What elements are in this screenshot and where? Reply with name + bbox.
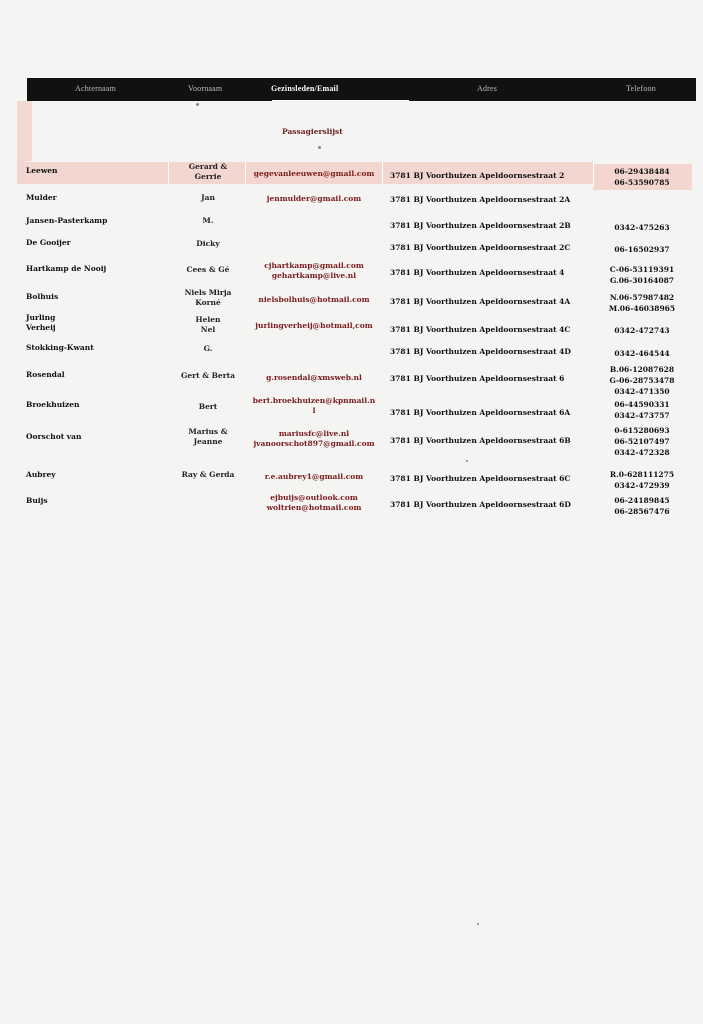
cell-telefoon <box>597 348 687 359</box>
cell-telefoon-line: 06-24189845 <box>614 496 670 505</box>
cell-email-line: jurlingverheij@hotmail,com <box>255 321 373 330</box>
table-row <box>0 364 703 394</box>
cell-achternaam <box>26 238 71 248</box>
cell-achternaam-line: Bolhuis <box>26 292 59 301</box>
cell-telefoon <box>597 292 687 314</box>
table-row <box>0 425 703 455</box>
cell-telefoon <box>597 399 687 421</box>
cell-achternaam-line: Buijs <box>26 496 48 505</box>
cell-achternaam-line: Oorschot van <box>26 432 82 441</box>
cell-achternaam-line: Leewen <box>26 166 58 175</box>
cell-achternaam-line: De Gooijer <box>26 238 71 247</box>
cell-achternaam-line: Jansen-Pasterkamp <box>26 216 108 225</box>
cell-voornaam <box>168 402 248 412</box>
cell-achternaam <box>26 193 57 203</box>
cell-email-line: ejbuijs@outlook.com <box>270 493 358 502</box>
cell-adres-line: 3781 BJ Voorthuizen Apeldoornsestraat 4D <box>390 347 571 356</box>
cell-telefoon <box>597 469 687 491</box>
table-row <box>0 493 703 516</box>
cell-email-line: r.e.aubrey1@gmail.com <box>264 472 364 481</box>
cell-adres-line: 3781 BJ Voorthuizen Apeldoornsestraat 6C <box>390 474 571 483</box>
cell-adres-line: 3781 BJ Voorthuizen Apeldoornsestraat 6D <box>390 500 571 509</box>
cell-adres <box>390 474 570 484</box>
cell-voornaam-line: Gerrie <box>194 172 222 181</box>
header-voornaam: Voornaam <box>188 84 223 93</box>
cell-telefoon-line: G-06-28753478 <box>609 376 675 385</box>
cell-telefoon-line: 0-615280693 <box>614 426 670 435</box>
cell-telefoon <box>597 222 687 233</box>
cell-telefoon <box>597 166 687 188</box>
cell-telefoon-line: G.06-30164087 <box>609 276 675 285</box>
cell-adres <box>390 347 571 357</box>
cell-telefoon-line: 06-53590785 <box>614 178 670 187</box>
cell-achternaam-line: Stokking-Kwant <box>26 343 94 352</box>
cell-voornaam <box>168 315 248 335</box>
cell-voornaam <box>168 239 248 249</box>
cell-voornaam-line: Helen <box>195 315 221 324</box>
paper-speck <box>466 460 468 462</box>
header-email: Gezinsleden/Email <box>271 84 339 93</box>
cell-email-line: gehartkamp@live.nl <box>271 271 357 280</box>
cell-adres-line: 3781 BJ Voorthuizen Apeldoornsestraat 2C <box>390 243 571 252</box>
table-row <box>0 162 703 192</box>
cell-adres <box>390 171 564 181</box>
cell-adres-line: 3781 BJ Voorthuizen Apeldoornsestraat 2B <box>390 221 571 230</box>
cell-telefoon-line: 06-29438484 <box>614 167 670 176</box>
cell-telefoon-line: 0342-472328 <box>614 448 670 457</box>
page-subtitle: Passagierslijst <box>282 127 343 136</box>
cell-telefoon-line: 0342-472743 <box>614 326 670 335</box>
table-row <box>0 261 703 291</box>
cell-voornaam-line: Nel <box>200 325 216 334</box>
cell-adres <box>390 195 570 205</box>
cell-voornaam <box>168 288 248 308</box>
cell-email-line: cjhartkamp@gmail.com <box>264 261 364 270</box>
header-adres: Adres <box>477 84 498 93</box>
cell-telefoon-line: C-06-53119391 <box>609 265 675 274</box>
cell-email-line: jvanoorschot897@gmail.com <box>253 439 375 448</box>
cell-telefoon-line: 06-16502937 <box>614 245 670 254</box>
table-row <box>0 396 703 426</box>
cell-email-line: nielsbolhuis@hotmail.com <box>258 295 370 304</box>
cell-telefoon-line: 0342-471350 <box>614 387 670 396</box>
cell-telefoon-line: 06-52107497 <box>614 437 670 446</box>
cell-telefoon-line: 0342-472939 <box>614 481 670 490</box>
cell-voornaam <box>168 265 248 275</box>
cell-achternaam <box>26 166 58 176</box>
cell-adres-line: 3781 BJ Voorthuizen Apeldoornsestraat 4 <box>390 268 565 277</box>
cell-achternaam-line: Verheij <box>26 323 56 332</box>
cell-email <box>239 493 389 513</box>
cell-adres-line: 3781 BJ Voorthuizen Apeldoornsestraat 4A <box>390 297 571 306</box>
cell-voornaam <box>168 470 248 480</box>
cell-email-line: gegevanleeuwen@gmail.com <box>253 169 375 178</box>
cell-adres-line: 3781 BJ Voorthuizen Apeldoornsestraat 2 <box>390 171 565 180</box>
cell-voornaam <box>168 162 248 182</box>
cell-telefoon <box>597 495 687 516</box>
cell-voornaam-line: Dicky <box>196 239 220 248</box>
cell-voornaam-line: Cees & Gé <box>186 265 230 274</box>
cell-adres <box>390 500 571 510</box>
cell-voornaam <box>168 193 248 203</box>
cell-achternaam-line: Aubrey <box>26 470 56 479</box>
cell-email-line: mariusfc@live.nl <box>278 429 350 438</box>
cell-telefoon <box>597 425 687 458</box>
cell-email <box>239 472 389 482</box>
cell-voornaam-line: G. <box>203 344 213 353</box>
cell-telefoon-line: N.06-57987482 <box>609 293 675 302</box>
cell-email <box>239 429 389 449</box>
cell-telefoon-line: 0342-475263 <box>614 223 670 232</box>
cell-email-line: jenmulder@gmail.com <box>266 194 362 203</box>
cell-adres-line: 3781 BJ Voorthuizen Apeldoornsestraat 6A <box>390 408 571 417</box>
cell-voornaam-line: Jeanne <box>193 437 223 446</box>
cell-telefoon-line: R.0-628111275 <box>609 470 675 479</box>
cell-achternaam <box>26 313 56 333</box>
cell-achternaam <box>26 343 94 353</box>
cell-achternaam <box>26 216 107 226</box>
table-row <box>0 313 703 343</box>
cell-achternaam-line: Mulder <box>26 193 57 202</box>
cell-email-line: bert.broekhuizen@kpnmail.n <box>252 396 376 405</box>
cell-adres <box>390 243 570 253</box>
cell-adres <box>390 408 570 418</box>
cell-adres-line: 3781 BJ Voorthuizen Apeldoornsestraat 4C <box>390 325 571 334</box>
header-achternaam: Achternaam <box>75 84 117 93</box>
cell-adres <box>390 325 570 335</box>
cell-telefoon <box>597 364 687 397</box>
cell-adres-line: 3781 BJ Voorthuizen Apeldoornsestraat 6 <box>390 374 565 383</box>
cell-email <box>239 396 389 416</box>
cell-achternaam <box>26 496 48 506</box>
cell-telefoon-line: B.06-12087628 <box>609 365 675 374</box>
cell-voornaam <box>168 216 248 226</box>
cell-voornaam-line: M. <box>202 216 214 225</box>
cell-email <box>239 321 389 331</box>
cell-voornaam-line: Gert & Berta <box>181 371 235 380</box>
paper-speck <box>196 103 199 106</box>
cell-telefoon <box>597 325 687 336</box>
cell-achternaam-line: Jurling <box>26 313 56 322</box>
cell-email <box>239 169 389 179</box>
cell-telefoon-line: 0342-464544 <box>614 349 670 358</box>
cell-voornaam <box>168 344 248 354</box>
cell-voornaam-line: Gerard & <box>188 162 228 171</box>
cell-voornaam <box>168 427 248 447</box>
paper-speck <box>318 146 321 149</box>
cell-telefoon <box>597 264 687 286</box>
cell-telefoon-line: 06-44590331 <box>614 400 670 409</box>
cell-telefoon-line: 0342-473757 <box>614 411 670 420</box>
cell-adres <box>390 436 571 446</box>
cell-adres-line: 3781 BJ Voorthuizen Apeldoornsestraat 2A <box>390 195 571 204</box>
cell-email-line: g.rosendal@xmsweb.nl <box>266 373 362 382</box>
cell-telefoon-line: 06-28567476 <box>614 507 670 516</box>
cell-telefoon <box>597 244 687 255</box>
cell-email-line: l <box>312 406 316 415</box>
cell-achternaam <box>26 264 106 274</box>
cell-adres-line: 3781 BJ Voorthuizen Apeldoornsestraat 6B <box>390 436 571 445</box>
cell-achternaam-line: Rosendal <box>26 370 65 379</box>
cell-email <box>239 261 389 281</box>
cell-voornaam-line: Bert <box>198 402 218 411</box>
cell-voornaam-line: Jan <box>201 193 215 202</box>
cell-adres <box>390 297 570 307</box>
cell-telefoon-line: M.06-46038965 <box>608 304 676 313</box>
cell-voornaam-line: Marius & <box>188 427 228 436</box>
cell-voornaam-line: Korné <box>195 298 221 307</box>
cell-achternaam <box>26 400 80 410</box>
cell-achternaam <box>26 470 56 480</box>
cell-voornaam-line: Ray & Gerda <box>181 470 235 479</box>
cell-email <box>239 373 389 383</box>
cell-email-line: woltrien@hotmail.com <box>266 503 362 512</box>
cell-email <box>239 194 389 204</box>
paper-speck <box>477 923 479 925</box>
cell-achternaam <box>26 292 58 302</box>
cell-adres <box>390 221 571 231</box>
cell-achternaam <box>26 370 65 380</box>
cell-adres <box>390 374 564 384</box>
cell-voornaam <box>168 371 248 381</box>
cell-achternaam-line: Broekhuizen <box>26 400 80 409</box>
cell-achternaam <box>26 432 81 442</box>
header-telefoon: Telefoon <box>626 84 656 93</box>
cell-email <box>239 295 389 305</box>
cell-achternaam-line: Hartkamp de Nooij <box>26 264 107 273</box>
cell-adres <box>390 268 564 278</box>
cell-voornaam-line: Niels Mirja <box>184 288 232 297</box>
